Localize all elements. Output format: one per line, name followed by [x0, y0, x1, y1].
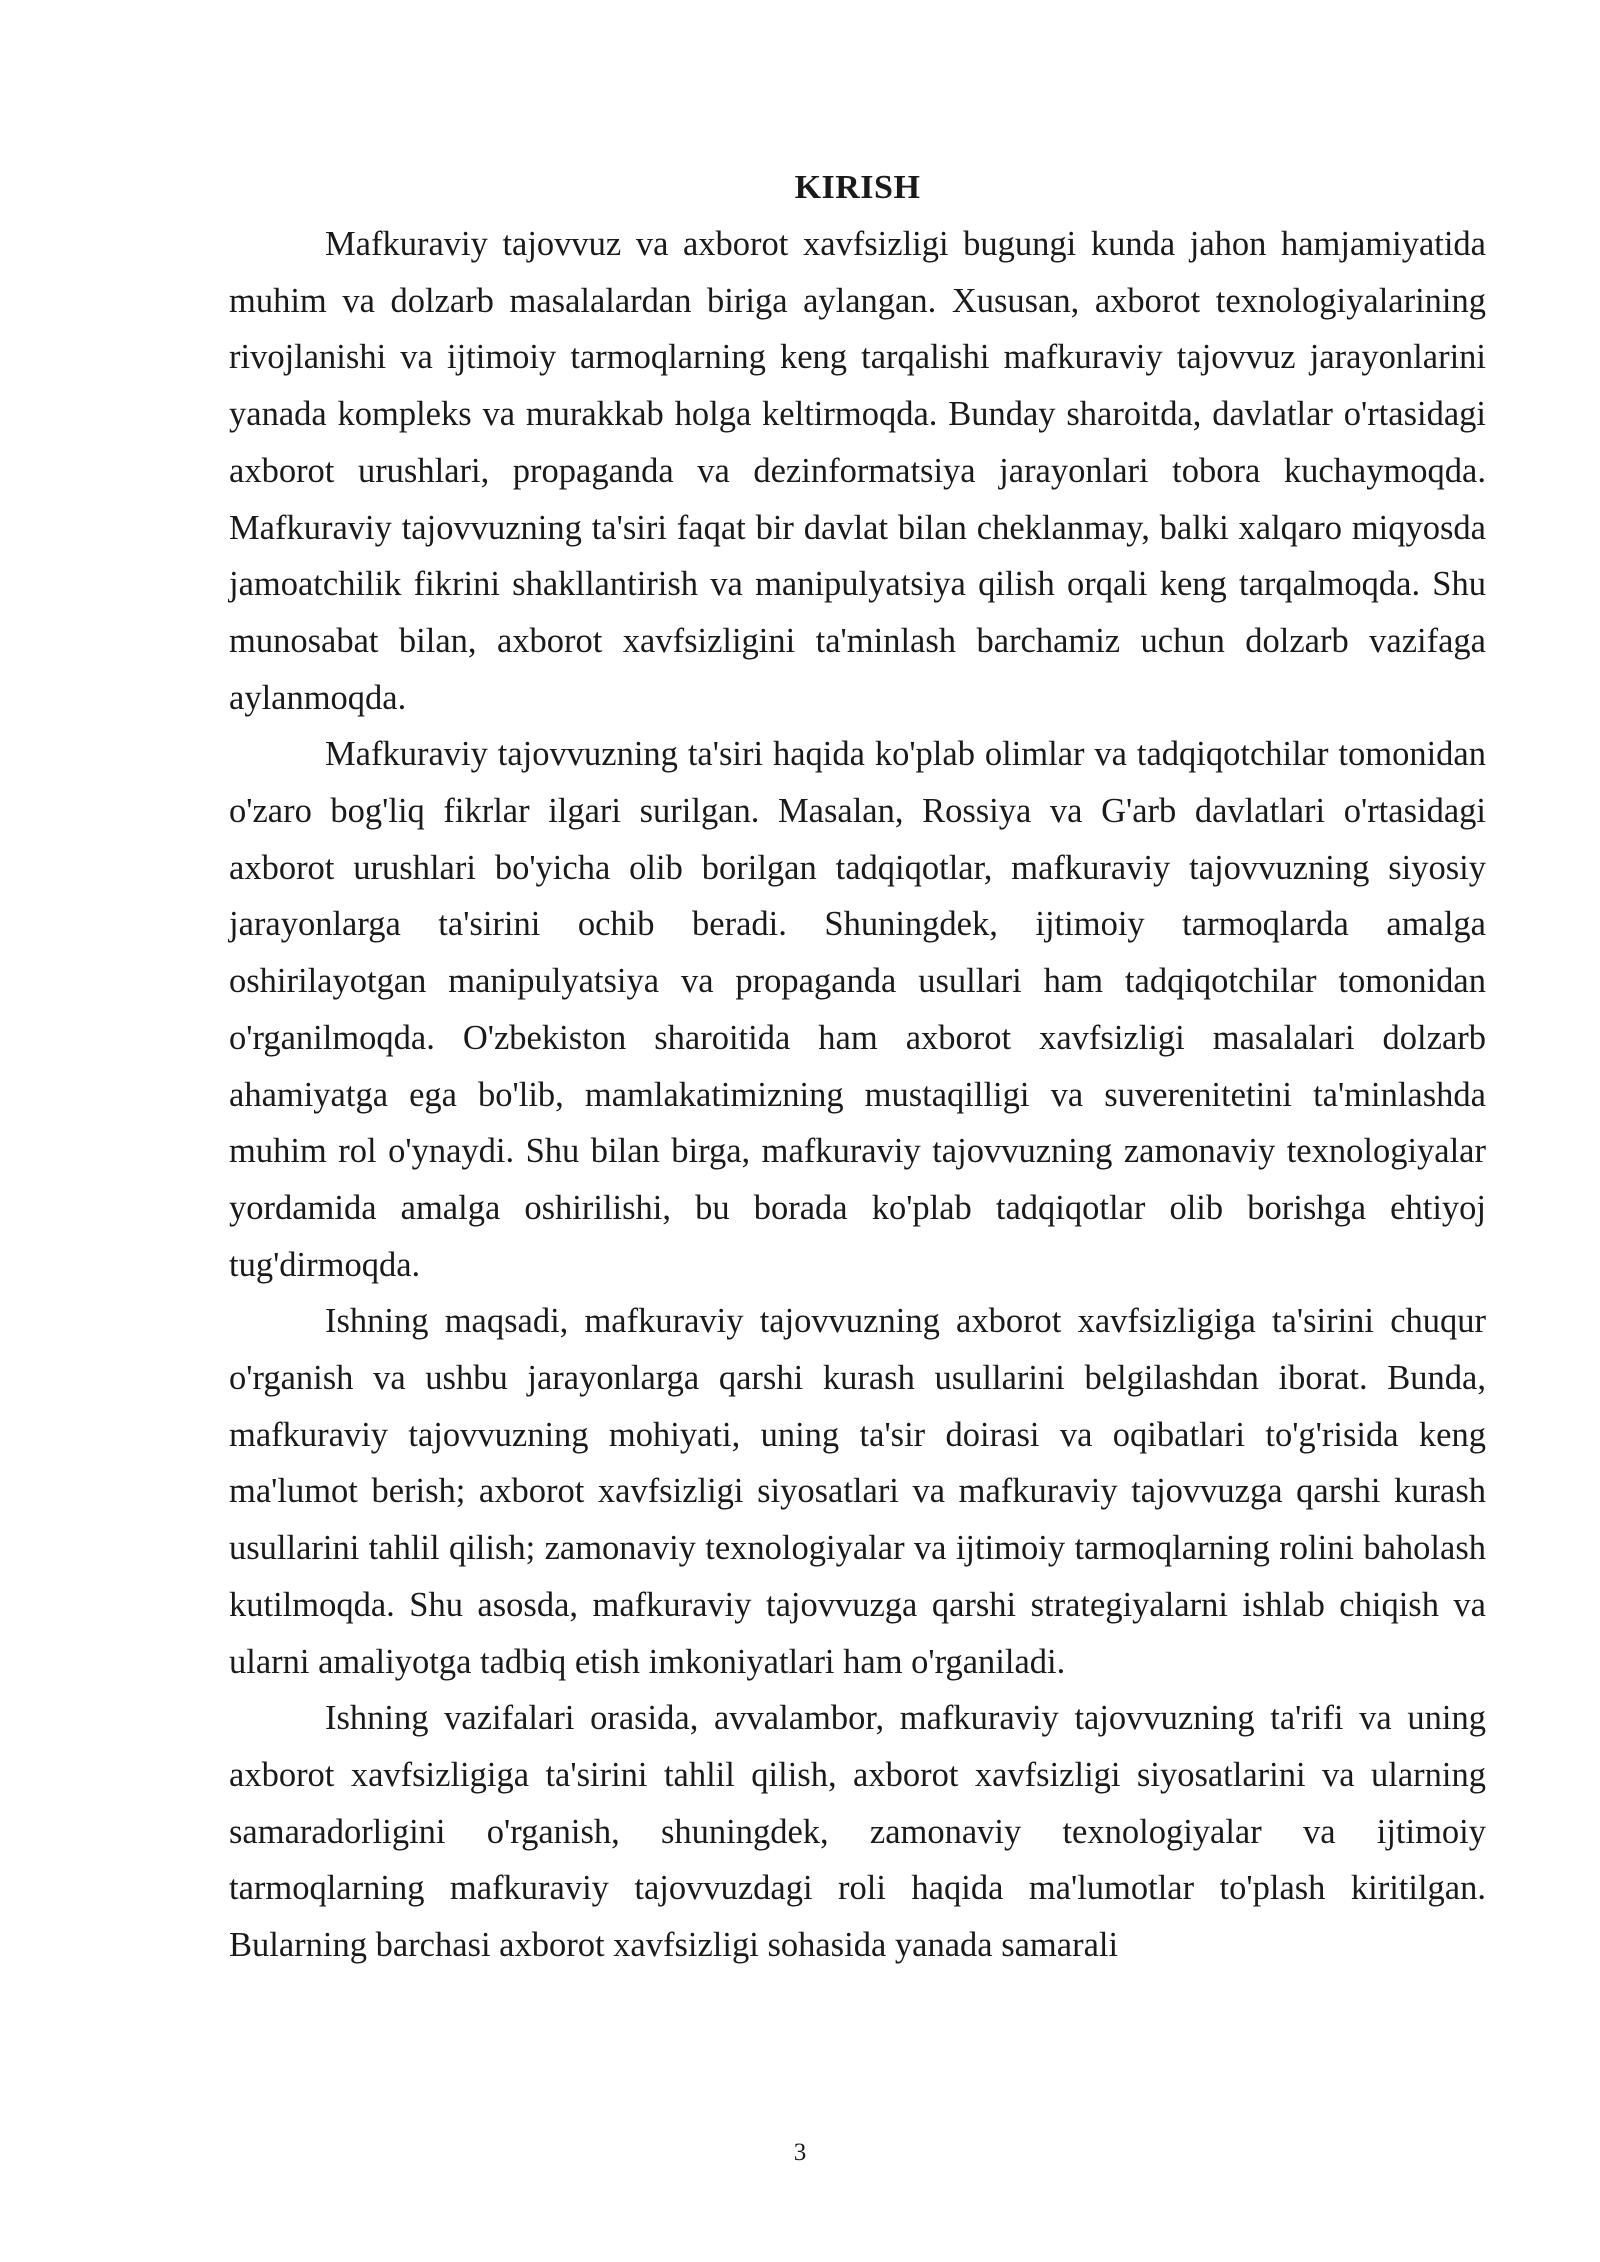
section-heading: KIRISH — [794, 169, 921, 206]
paragraph-research-overview: Mafkuraviy tajovvuzning ta'siri haqida ko'plab olimlar va tadqiqotchilar tomonidan o'zaro bog'liq fikrlar ilgari surilgan. Masalan, Rossiya va G'arb davlatlari o'rtasidagi axborot urushlari bo'yicha olib borilgan tadqiqotlar, mafkuraviy tajovvuzning siyosiy jarayonlarga ta'sirini ochib beradi. Shuningdek, ijtimoiy tarmoqlarda amalga oshirilayotgan manipulyatsiya va propaganda usullari ham tadqiqotchilar tomonidan o'rganilmoqda. O'zbekiston sharoitida ham axborot xavfsizligi masalalari dolzarb ahamiyatga ega bo'lib, mamlakatimizning mustaqilligi va suverenitetini ta'minlashda muhim rol o'ynaydi. Shu bilan birga, mafkuraviy tajovvuzning zamonaviy texnologiyalar yordamida amalga oshirilishi, bu borada ko'plab tadqiqotlar olib borishga ehtiyoj tug'dirmoqda. — [229, 735, 1486, 1284]
page-number: 3 — [793, 2139, 807, 2166]
paragraph-intro: Mafkuraviy tajovvuz va axborot xavfsizligi bugungi kunda jahon hamjamiyatida muhim va dolzarb masalalardan biriga aylangan. Xususan, axborot texnologiyalarining rivojlanishi va ijtimoiy tarmoqlarning keng tarqalishi mafkuraviy tajovvuz jarayonlarini yanada kompleks va murakkab holga keltirmoqda. Bunday sharoitda, davlatlar o'rtasidagi axborot urushlari, propaganda va dezinformatsiya jarayonlari tobora kuchaymoqda. Mafkuraviy tajovvuzning ta'siri faqat bir davlat bilan cheklanmay, balki xalqaro miqyosda jamoatchilik fikrini shakllantirish va manipulyatsiya qilish orqali keng tarqalmoqda. Shu munosabat bilan, axborot xavfsizligini ta'minlash barchamiz uchun dolzarb vazifaga aylanmoqda. — [229, 225, 1486, 717]
paragraph-goal: Ishning maqsadi, mafkuraviy tajovvuzning axborot xavfsizligiga ta'sirini chuqur o'rganish va ushbu jarayonlarga qarshi kurash usullarini belgilashdan iborat. Bunda, mafkuraviy tajovvuzning mohiyati, uning ta'sir doirasi va oqibatlari to'g'risida keng ma'lumot berish; axborot xavfsizligi siyosatlari va mafkuraviy tajovvuzga qarshi kurash usullarini tahlil qilish; zamonaviy texnologiyalar va ijtimoiy tarmoqlarning rolini baholash kutilmoqda. Shu asosda, mafkuraviy tajovvuzga qarshi strategiyalarni ishlab chiqish va ularni amaliyotga tadbiq etish imkoniyatlari ham o'rganiladi. — [229, 1302, 1486, 1681]
paragraph-tasks: Ishning vazifalari orasida, avvalambor, mafkuraviy tajovvuzning ta'rifi va uning axborot xavfsizligiga ta'sirini tahlil qilish, axborot xavfsizligi siyosatlarini va ularning samaradorligini o'rganish, shuningdek, zamonaviy texnologiyalar va ijtimoiy tarmoqlarning mafkuraviy tajovvuzdagi roli haqida ma'lumotlar to'plash kiritilgan. Bularning barchasi axborot xavfsizligi sohasida yanada samarali — [229, 1699, 1486, 1965]
page-body — [229, 160, 1486, 1974]
